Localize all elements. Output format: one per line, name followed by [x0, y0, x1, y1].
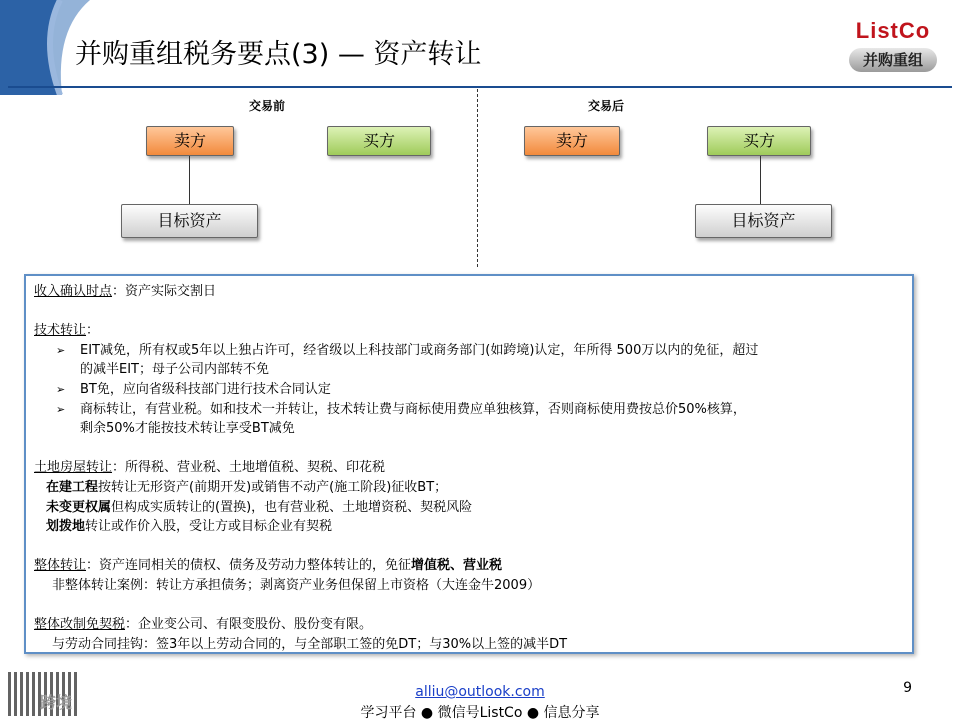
seller-box-before: 卖方: [146, 126, 234, 156]
page-title: 并购重组税务要点(3) — 资产转让: [75, 39, 482, 70]
buyer-box-after: 买方: [707, 126, 811, 156]
listco-logo: [833, 10, 953, 82]
restructuring-line-2: 与劳动合同挂钩：签3年以上劳动合同的，与全部职工签的免DT；与30%以上签的减半DT: [52, 636, 568, 652]
land-line-1: 在建工程按转让无形资产(前期开发)或销售不动产(施工阶段)征收BT；: [46, 479, 448, 495]
section-restructuring: 整体改制免契税：企业变公司、有限变股份、股份变有限。: [34, 617, 373, 633]
section-heading: 技术转让: [34, 323, 87, 339]
arrow-bullet-icon: ➢: [56, 343, 66, 357]
page-number: 9: [903, 680, 912, 696]
phase-divider: [477, 89, 478, 267]
logo-text: ListCo: [855, 18, 931, 43]
ownership-line-after: [760, 156, 761, 204]
after-label: 交易后: [588, 99, 625, 113]
section-text: ：资产实际交割日: [112, 284, 217, 299]
section-revenue-recognition: [34, 282, 904, 302]
arrow-bullet-icon: ➢: [56, 402, 66, 416]
section-land-property: 土地房屋转让：所得税、营业税、土地增值税、契税、印花税: [34, 460, 386, 476]
list-item: ➢ 商标转让，有营业税。如和技术一并转让，技术转让费与商标使用费应单独核算，否则商标使用费按总价50%核算， 剩余50%才能按技术转让享受BT减免: [56, 401, 746, 437]
land-line-3: 划拨地转让或作价入股，受让方或目标企业有契税: [46, 519, 333, 535]
header-divider: [8, 86, 952, 88]
buyer-box-before: 买方: [327, 126, 431, 156]
content-panel: [24, 274, 914, 654]
section-heading: 整体转让: [34, 558, 87, 574]
tech-transfer-list: [34, 341, 904, 439]
section-heading: 收入确认时点: [34, 284, 113, 299]
land-line-2: 未变更权属但构成实质转让的(置换)，也有营业税、土地增资税、契税风险: [46, 499, 473, 515]
section-heading: 土地房屋转让: [34, 460, 113, 476]
contact-email-link[interactable]: alliu@outlook.com: [415, 684, 545, 700]
list-item: ➢ BT免，应向省级科技部门进行技术合同认定: [34, 380, 904, 400]
footer-tagline: 学习平台 ● 微信号ListCo ● 信息分享: [360, 705, 600, 721]
section-whole-transfer: 整体转让：资产连同相关的债权、债务及劳动力整体转让的，免征增值税、营业税: [34, 558, 503, 574]
target-asset-after: 目标资产: [695, 204, 832, 238]
target-asset-before: 目标资产: [121, 204, 258, 238]
seller-box-after: 卖方: [524, 126, 620, 156]
ownership-line-before: [189, 156, 190, 204]
section-tech-transfer: 技术转让：: [34, 323, 100, 339]
logo-subtext: 并购重组: [849, 48, 937, 72]
list-item: ➢ EIT减免，所有权或5年以上独占许可，经省级以上科技部门或商务部门(如跨境)认定，年所得 500万以内的免征，超过 的减半EIT；母子公司内部转不免: [56, 342, 759, 378]
qr-caption: 跨境: [40, 693, 73, 712]
arrow-bullet-icon: ➢: [56, 382, 66, 396]
section-heading: 整体改制免契税: [34, 617, 126, 633]
before-label: 交易前: [249, 99, 286, 113]
whole-transfer-case: 非整体转让案例：转让方承担债务；剥离资产业务但保留上市资格（大连金牛2009）: [52, 577, 541, 593]
